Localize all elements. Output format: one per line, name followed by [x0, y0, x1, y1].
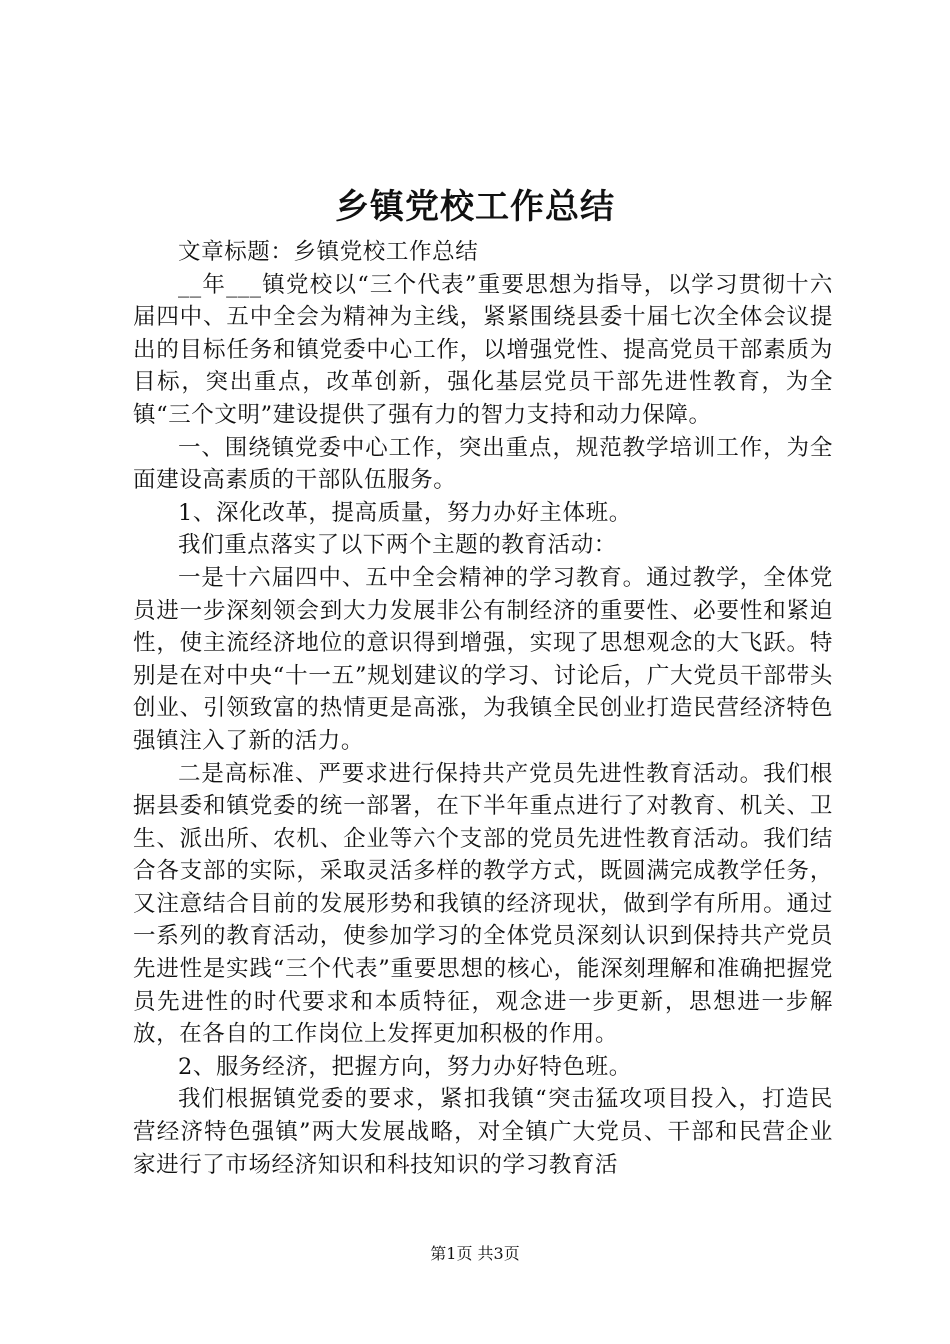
page-footer: 第1页 共3页	[430, 1244, 520, 1263]
section-heading-1: 一、围绕镇党委中心工作，突出重点，规范教学培训工作，为全面建设高素质的干部队伍服务。	[133, 434, 833, 494]
document-body	[133, 236, 833, 1181]
paragraph-special-class: 我们根据镇党委的要求，紧扣我镇“突击猛攻项目投入，打造民营经济特色强镇”两大发展战略，对全镇广大党员、干部和民营企业家进行了市场经济知识和科技知识的学习教育活	[133, 1086, 833, 1178]
paragraph-activity-two: 二是高标准、严要求进行保持共产党员先进性教育活动。我们根据县委和镇党委的统一部署，在下半年重点进行了对教育、机关、卫生、派出所、农机、企业等六个支部的党员先进性教育活动。我们结合各支部的实际，采取灵活多样的教学方式，既圆满完成教学任务，又注意结合目前的发展形势和我镇的经济现状，做到学有所用。通过一系列的教育活动，使参加学习的全体党员深刻认识到保持共产党员先进性是实践“三个代表”重要思想的核心，能深刻理解和准确把握党员先进性的时代要求和本质特征，观念进一步更新，思想进一步解放，在各自的工作岗位上发挥更加积极的作用。	[133, 760, 833, 1048]
paragraph-intro: __年___镇党校以“三个代表”重要思想为指导，以学习贯彻十六届四中、五中全会为精神为主线，紧紧围绕县委十届七次全体会议提出的目标任务和镇党委中心工作，以增强党性、提高党员干部素质为目标，突出重点，改革创新，强化基层党员干部先进性教育，为全镇“三个文明”建设提供了强有力的智力支持和动力保障。	[133, 271, 833, 428]
paragraph-article-title: 文章标题：乡镇党校工作总结	[178, 239, 479, 265]
subsection-heading-1: 1、深化改革，提高质量，努力办好主体班。	[178, 499, 632, 526]
paragraph-activity-one: 一是十六届四中、五中全会精神的学习教育。通过教学，全体党员进一步深刻领会到大力发展非公有制经济的重要性、必要性和紧迫性，使主流经济地位的意识得到增强，实现了思想观念的大飞跃。特别是在对中央“十一五”规划建议的学习、讨论后，广大党员干部带头创业、引领致富的热情更是高涨，为我镇全民创业打造民营经济特色强镇注入了新的活力。	[133, 564, 833, 754]
document-title: 乡镇党校工作总结	[335, 187, 615, 227]
subsection-heading-2: 2、服务经济，把握方向，努力办好特色班。	[178, 1053, 632, 1080]
paragraph-activities-intro: 我们重点落实了以下两个主题的教育活动：	[178, 532, 617, 559]
